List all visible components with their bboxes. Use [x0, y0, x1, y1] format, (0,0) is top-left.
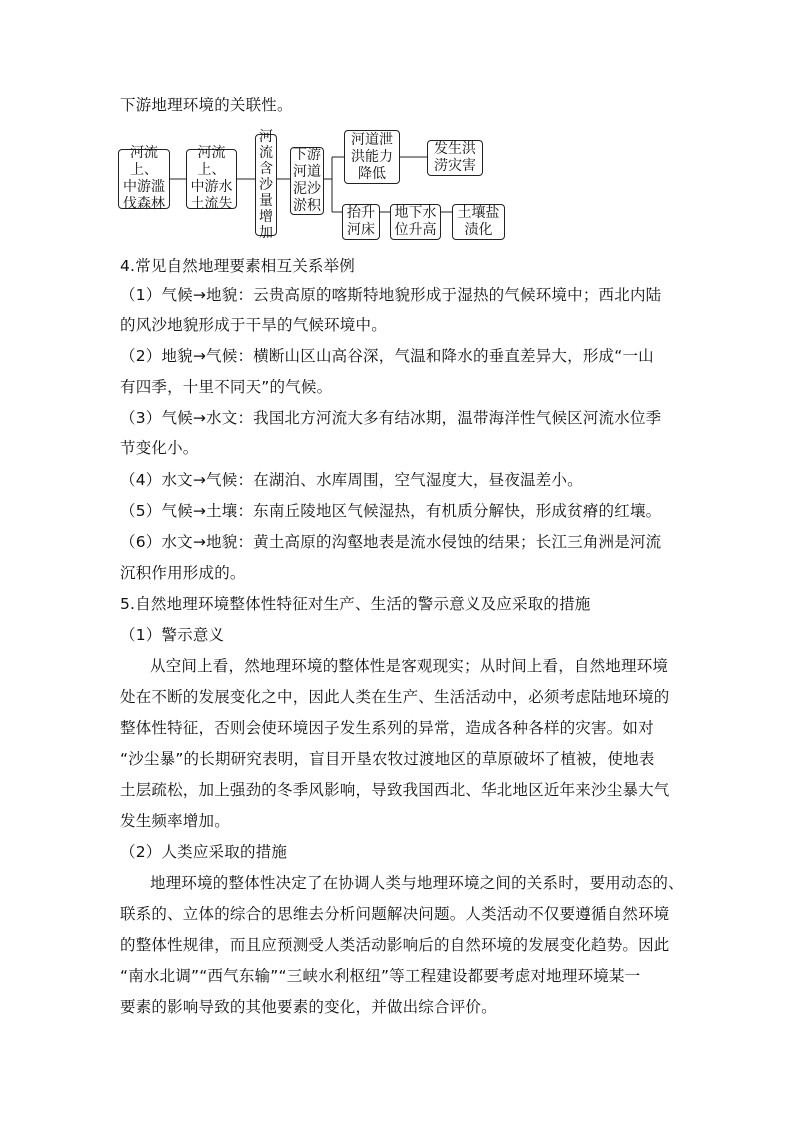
section4-line: （3）气候→水文：我国北方河流大多有结冰期，温带海洋性气候区河流水位季: [120, 409, 662, 427]
box-downstream-silting: 下游 河道 泥沙 淤积: [290, 147, 324, 215]
section4-line: （1）气候→地貌：云贵高原的喀斯特地貌形成于湿热的气候环境中；西北内陆: [120, 286, 662, 304]
section4-line: （4）水文→气候：在湖泊、水库周围，空气湿度大，昼夜温差小。: [120, 471, 583, 489]
paragraph-line: 联系的、立体的综合的思维去分析问题解决问题。人类活动不仅要遵循自然环境: [120, 905, 670, 923]
section5-subheading: （2）人类应采取的措施: [120, 843, 288, 861]
box-deforestation: 河流上、 中游滥 伐森林: [118, 149, 170, 209]
box-discharge-reduced: 河道泄 洪能力 降低: [344, 130, 400, 184]
section4-heading: 4.常见自然地理要素相互关系举例: [120, 257, 355, 275]
paragraph-line: 的整体性规律，而且应预测受人类活动影响后的自然环境的发展变化趋势。因此: [120, 936, 670, 954]
section4-line: 的风沙地貌形成于干旱的气候环境中。: [120, 316, 387, 334]
paragraph-line: “南水北调”“西气东输”“三峡水利枢纽”等工程建设都要考虑对地理环境某一: [120, 967, 641, 985]
flow-diagram: [118, 130, 498, 242]
paragraph-line: 要素的影响导致的其他要素的变化，并做出综合评价。: [120, 998, 497, 1016]
section4-line: （6）水文→地貌：黄土高原的沟壑地表是流水侵蚀的结果；长江三角洲是河流: [120, 533, 662, 551]
section5-subheading: （1）警示意义: [120, 626, 225, 644]
paragraph-line: 处在不断的发展变化之中，因此人类在生产、生活活动中，必须考虑陆地环境的: [120, 688, 670, 706]
paragraph-line: 发生频率增加。: [120, 812, 230, 830]
box-groundwater-rise: 地下水 位升高: [390, 204, 441, 240]
box-sediment-increase: 河 流 含 沙 量 增 加: [255, 134, 277, 236]
paragraph-line: 从空间上看，然地理环境的整体性是客观现实；从时间上看，自然地理环境: [150, 657, 669, 675]
box-soil-erosion: 河流上、 中游水 土流失: [186, 149, 237, 209]
section4-line: 有四季，十里不同天”的气候。: [120, 378, 333, 396]
intro-line: 下游地理环境的关联性。: [120, 96, 293, 114]
box-soil-salinization: 土壤盐 渍化: [452, 204, 505, 240]
paragraph-line: “沙尘暴”的长期研究表明，盲目开垦农牧过渡地区的草原破坏了植被，使地表: [120, 750, 655, 768]
box-flood-disaster: 发生洪 涝灾害: [427, 140, 483, 176]
paragraph-line: 土层疏松，加上强劲的冬季风影响，导致我国西北、华北地区近年来沙尘暴大气: [120, 781, 670, 799]
section4-line: （5）气候→土壤：东南丘陵地区气候湿热，有机质分解快，形成贫瘠的红壤。: [120, 502, 662, 520]
section4-line: 节变化小。: [120, 439, 199, 457]
section4-line: 沉积作用形成的。: [120, 564, 246, 582]
section4-line: （2）地貌→气候：横断山区山高谷深，气温和降水的垂直差异大，形成“一山: [120, 347, 654, 365]
section5-heading: 5.自然地理环境整体性特征对生产、生活的警示意义及应采取的措施: [120, 595, 591, 613]
paragraph-line: 整体性特征，否则会使环境因子发生系列的异常，造成各种各样的灾害。如对: [120, 719, 654, 737]
paragraph-line: 地理环境的整体性决定了在协调人类与地理环境之间的关系时，要用动态的、: [150, 874, 684, 892]
box-raise-riverbed: 抬升 河床: [342, 204, 380, 240]
